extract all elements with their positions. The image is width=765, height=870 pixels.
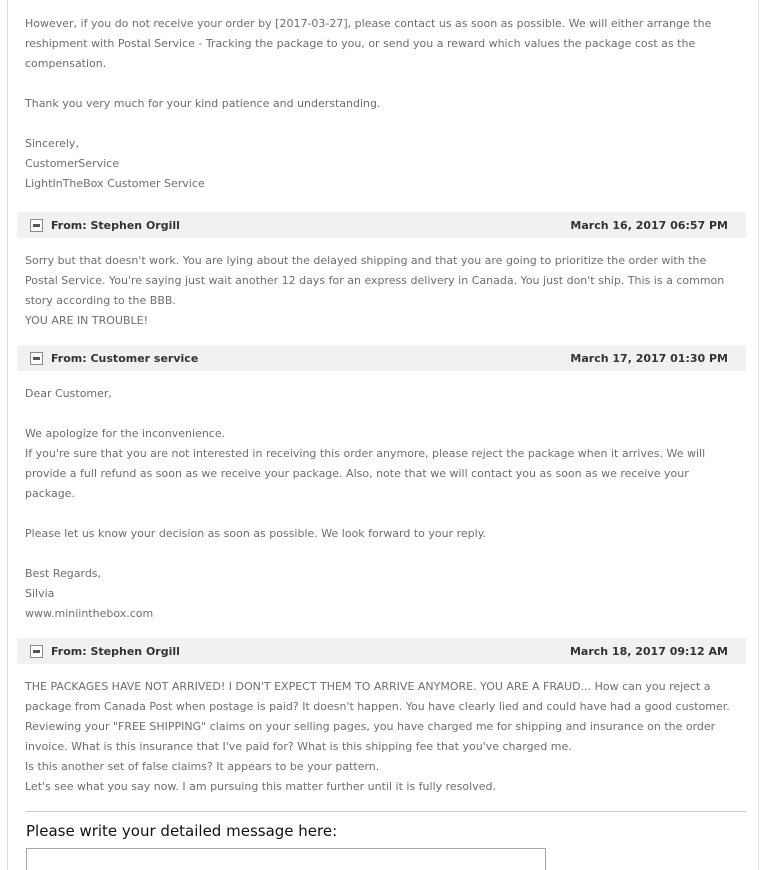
message-line: We apologize for the inconvenience. <box>25 427 226 440</box>
message-line: Is this another set of false claims? It appears to be your pattern. <box>25 760 380 773</box>
intro-message <box>25 0 731 212</box>
composer-label: Please write your detailed message here: <box>26 822 338 840</box>
message-thread-page <box>7 0 759 870</box>
collapse-minus-icon[interactable] <box>30 219 43 232</box>
message-line: LightInTheBox Customer Service <box>25 177 205 190</box>
message-line: Reviewing your "FREE SHIPPING" claims on your selling pages, you have charged me for shipping and insurance on the order invoice. What is this insurance that I've paid for? What is this shipping fee that you've charged me. <box>25 720 716 753</box>
reply-textarea[interactable] <box>26 848 546 870</box>
message-header-bar[interactable] <box>17 638 746 664</box>
message-line: However, if you do not receive your order by [2017-03-27], please contact us as soon as possible. We will either arrange the reshipment with Postal Service - Tracking the package to you, or send you a reward which values the package cost as the compensation. <box>25 17 712 70</box>
message-line <box>25 544 731 564</box>
message-header-bar[interactable] <box>17 212 746 238</box>
message-line <box>25 504 731 524</box>
message-body <box>25 371 731 638</box>
message <box>8 638 758 811</box>
message-date: March 16, 2017 06:57 PM <box>570 218 728 232</box>
message-line: Thank you very much for your kind patience and understanding. <box>25 97 381 110</box>
message-line <box>25 114 731 134</box>
collapse-minus-icon[interactable] <box>30 645 43 658</box>
message-line: Sincerely, <box>25 137 79 150</box>
composer-section <box>26 812 758 870</box>
message-from: From: Stephen Orgill <box>51 644 180 658</box>
message <box>8 345 758 638</box>
message-line: If you're sure that you are not interested in receiving this order anymore, please reject the package when it arrives. We will provide a full refund as soon as we receive your package. Also, note that we will contact you as soon as we receive your package. <box>25 447 706 500</box>
message-line: www.miniinthebox.com <box>25 607 154 620</box>
message-date: March 17, 2017 01:30 PM <box>570 351 728 365</box>
message-line: Please let us know your decision as soon as possible. We look forward to your reply. <box>25 527 487 540</box>
message-line <box>25 404 731 424</box>
message-line: YOU ARE IN TROUBLE! <box>25 314 149 327</box>
message-line: Sorry but that doesn't work. You are lying about the delayed shipping and that you are going to prioritize the order with the Postal Service. You're saying just wait another 12 days for an express delivery in Canada. You just don't ship. This is a common story according to the BBB. <box>25 254 725 307</box>
message-line: CustomerService <box>25 157 120 170</box>
message-line: Silvia <box>25 587 55 600</box>
message-thread <box>8 212 758 811</box>
message-line: THE PACKAGES HAVE NOT ARRIVED! I DON'T EXPECT THEM TO ARRIVE ANYMORE. YOU ARE A FRAUD... How can you reject a package from Canada Post when postage is paid? It doesn't happen. You have clearly lied and could have had a good customer. <box>25 680 730 713</box>
message <box>8 212 758 345</box>
message-body <box>25 238 731 345</box>
message-body <box>25 664 731 811</box>
collapse-minus-icon[interactable] <box>30 352 43 365</box>
message-line: Dear Customer, <box>25 387 112 400</box>
message-header-bar[interactable] <box>17 345 746 371</box>
message-date: March 18, 2017 09:12 AM <box>569 644 728 658</box>
message-line: Best Regards, <box>25 567 102 580</box>
message-line: Let's see what you say now. I am pursuing this matter further until it is fully resolved. <box>25 780 496 793</box>
message-line <box>25 74 731 94</box>
message-from: From: Customer service <box>51 351 199 365</box>
message-from: From: Stephen Orgill <box>51 218 180 232</box>
